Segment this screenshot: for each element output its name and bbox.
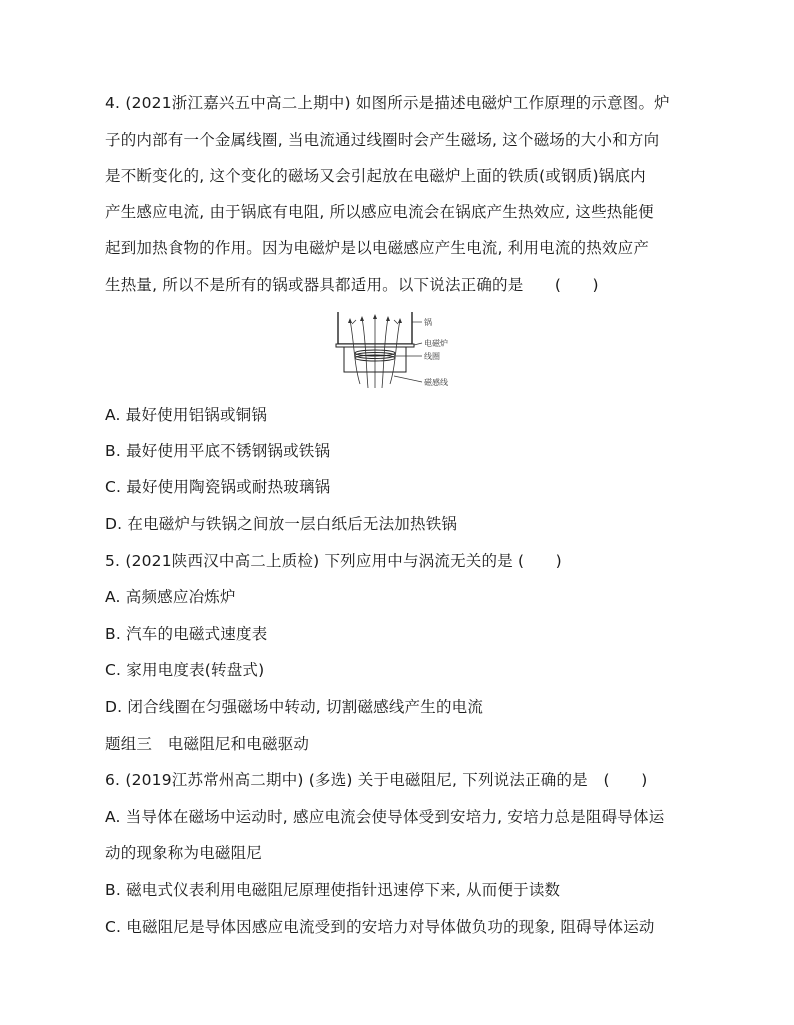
q4-option-a: A. 最好使用铝锅或铜锅 <box>105 406 268 424</box>
q6-option-a-line-2: 动的现象称为电磁阻尼 <box>105 844 263 862</box>
q4-line-4: 产生感应电流, 由于锅底有电阻, 所以感应电流会在锅底产生热效应, 这些热能便 <box>105 203 654 221</box>
q4-line-3: 是不断变化的, 这个变化的磁场又会引起放在电磁炉上面的铁质(或钢质)锅底内 <box>105 167 646 185</box>
label-cooker: 电磁炉 <box>424 339 448 348</box>
q4-line-5: 起到加热食物的作用。因为电磁炉是以电磁感应产生电流, 利用电流的热效应产 <box>105 239 650 257</box>
label-coil: 线圈 <box>424 352 440 361</box>
induction-cooker-diagram <box>330 310 480 395</box>
q6-option-a-line-1: A. 当导体在磁场中运动时, 感应电流会使导体受到安培力, 安培力总是阻碍导体运 <box>105 808 665 826</box>
magnetic-field-lines <box>350 316 400 388</box>
label-field-lines: 磁感线 <box>424 378 448 387</box>
q5-option-b: B. 汽车的电磁式速度表 <box>105 625 268 643</box>
q4-option-b: B. 最好使用平底不锈钢锅或铁锅 <box>105 442 331 460</box>
q6-option-b: B. 磁电式仪表利用电磁阻尼原理使指针迅速停下来, 从而便于读数 <box>105 881 561 899</box>
label-pot: 锅 <box>424 318 432 327</box>
q4-line-2: 子的内部有一个金属线圈, 当电流通过线圈时会产生磁场, 这个磁场的大小和方向 <box>105 131 660 149</box>
q5-option-d: D. 闭合线圈在匀强磁场中转动, 切割磁感线产生的电流 <box>105 698 484 716</box>
q4-option-d: D. 在电磁炉与铁锅之间放一层白纸后无法加热铁锅 <box>105 515 458 533</box>
q5-option-c: C. 家用电度表(转盘式) <box>105 661 265 679</box>
q4-line-1: 4. (2021浙江嘉兴五中高二上期中) 如图所示是描述电磁炉工作原理的示意图。炉 <box>105 94 670 112</box>
q4-line-6: 生热量, 所以不是所有的锅或器具都适用。以下说法正确的是 ( ) <box>105 276 599 294</box>
q4-option-c: C. 最好使用陶瓷锅或耐热玻璃锅 <box>105 478 331 496</box>
q6-stem: 6. (2019江苏常州高二期中) (多选) 关于电磁阻尼, 下列说法正确的是 ( ) <box>105 771 648 789</box>
section-title: 题组三 电磁阻尼和电磁驱动 <box>105 735 310 753</box>
q5-option-a: A. 高频感应冶炼炉 <box>105 588 236 606</box>
q6-option-c: C. 电磁阻尼是导体因感应电流受到的安培力对导体做负功的现象, 阻碍导体运动 <box>105 918 655 936</box>
q5-stem: 5. (2021陕西汉中高二上质检) 下列应用中与涡流无关的是 ( ) <box>105 552 562 570</box>
